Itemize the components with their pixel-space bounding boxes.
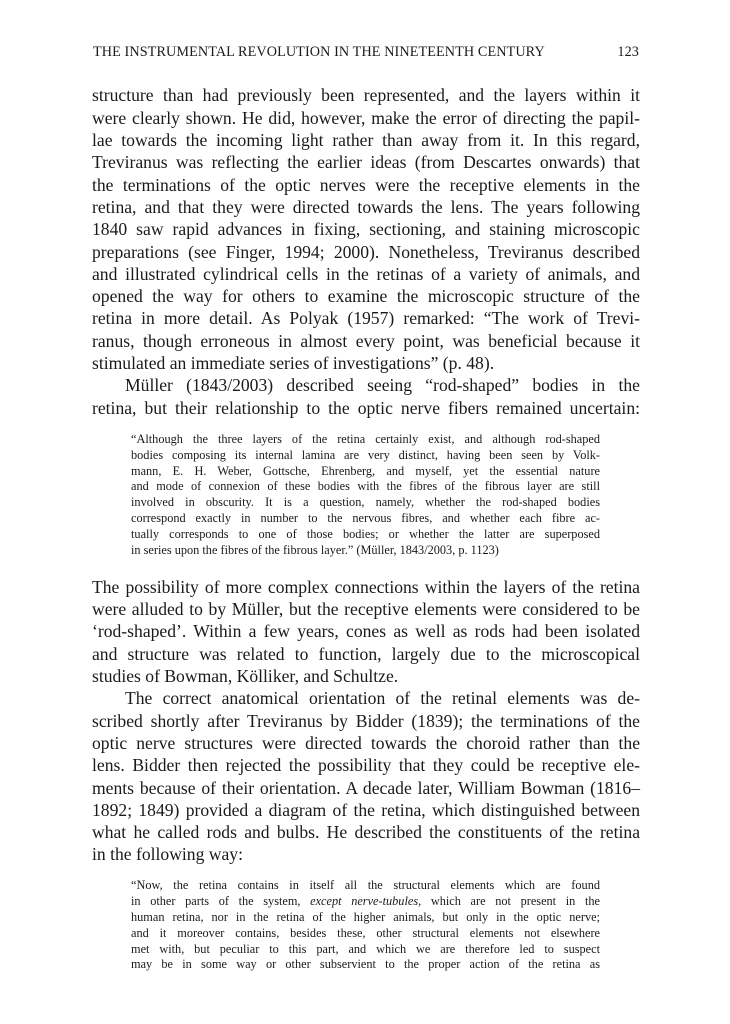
body-line: retina in more detail. As Polyak (1957) remarked: “The work of Trevi- [92,308,640,328]
page-number: 123 [617,44,639,60]
quote-line: tually corresponds to one of those bodies; or whether the latter are superposed [131,527,600,541]
body-line: Treviranus was reflecting the earlier ideas (from Descartes onwards) that [92,152,640,172]
quote-line: met with, but peculiar to this part, and which we are therefore led to suspect [131,942,600,956]
body-line: and structure was related to function, largely due to the microscopical [92,644,640,664]
body-line: lae towards the incoming light rather than away from it. In this regard, [92,130,640,150]
quote-line: and it moreover contains, besides these, other structural elements not elsewhere [131,926,600,940]
body-line: scribed shortly after Treviranus by Bidder (1839); the terminations of the [92,711,640,731]
body-line: The possibility of more complex connections within the layers of the retina [92,577,640,597]
quote-line: in series upon the fibres of the fibrous layer.” (Müller, 1843/2003, p. 1123) [131,543,499,557]
body-line: lens. Bidder then rejected the possibility that they could be receptive ele- [92,755,640,775]
quote-text: , which are not present in the [418,894,600,908]
quote-line: bodies composing its internal lamina are very distinct, having been seen by Volk- [131,448,600,462]
body-line: The correct anatomical orientation of the retinal elements was de- [125,688,640,708]
body-line: ranus, though erroneous in almost every point, was beneficial because it [92,331,640,351]
body-line: ‘rod-shaped’. Within a few years, cones as well as rods had been isolated [92,621,640,641]
quote-line: “Now, the retina contains in itself all the structural elements which are found [131,878,600,892]
body-line: stimulated an immediate series of investigations” (p. 48). [92,353,495,373]
quote-italic-phrase: except nerve-tubules [310,894,419,908]
body-line: ments because of their orientation. A decade later, William Bowman (1816– [92,778,640,798]
quote-line: and mode of connexion of these bodies with the fibres of the fibrous layer are still [131,479,600,493]
body-line: 1892; 1849) provided a diagram of the retina, which distinguished between [92,800,640,820]
quote-text: in other parts of the system, [131,894,311,908]
body-line: and illustrated cylindrical cells in the retinas of a variety of animals, and [92,264,640,284]
body-line: were alluded to by Müller, but the receptive elements were considered to be [92,599,640,619]
quote-line: correspond exactly in number to the nervous fibres, and whether each fibre ac- [131,511,600,525]
quote-line: may be in some way or other subservient to the proper action of the retina as [131,957,600,971]
body-line: retina, but their relationship to the optic nerve fibers remained uncertain: [92,398,640,418]
body-line: in the following way: [92,844,243,864]
body-line: were clearly shown. He did, however, make the error of directing the papil- [92,108,640,128]
body-line: Müller (1843/2003) described seeing “rod-shaped” bodies in the [125,375,640,395]
body-line: structure than had previously been represented, and the layers within it [92,85,640,105]
body-line: retina, and that they were directed towards the lens. The years following [92,197,640,217]
body-line: optic nerve structures were directed towards the choroid rather than the [92,733,640,753]
body-line: opened the way for others to examine the microscopic structure of the [92,286,640,306]
body-line: what he called rods and bulbs. He described the constituents of the retina [92,822,640,842]
body-line: studies of Bowman, Kölliker, and Schultze. [92,666,399,686]
body-line: the terminations of the optic nerves were the receptive elements in the [92,175,640,195]
quote-line: “Although the three layers of the retina certainly exist, and although rod-shaped [131,432,600,446]
quote-line: human retina, nor in the retina of the higher animals, but only in the optic nerve; [131,910,600,924]
running-title: THE INSTRUMENTAL REVOLUTION IN THE NINETEENTH CENTURY [93,44,545,60]
running-header [93,44,639,66]
quote-line: mann, E. H. Weber, Gottsche, Ehrenberg, and myself, yet the essential nature [131,464,600,478]
body-line: 1840 saw rapid advances in fixing, sectioning, and staining microscopic [92,219,640,239]
quote-line [131,894,600,909]
body-line: preparations (see Finger, 1994; 2000). Nonetheless, Treviranus described [92,242,640,262]
quote-line: involved in obscurity. It is a question, namely, whether the rod-shaped bodies [131,495,600,509]
